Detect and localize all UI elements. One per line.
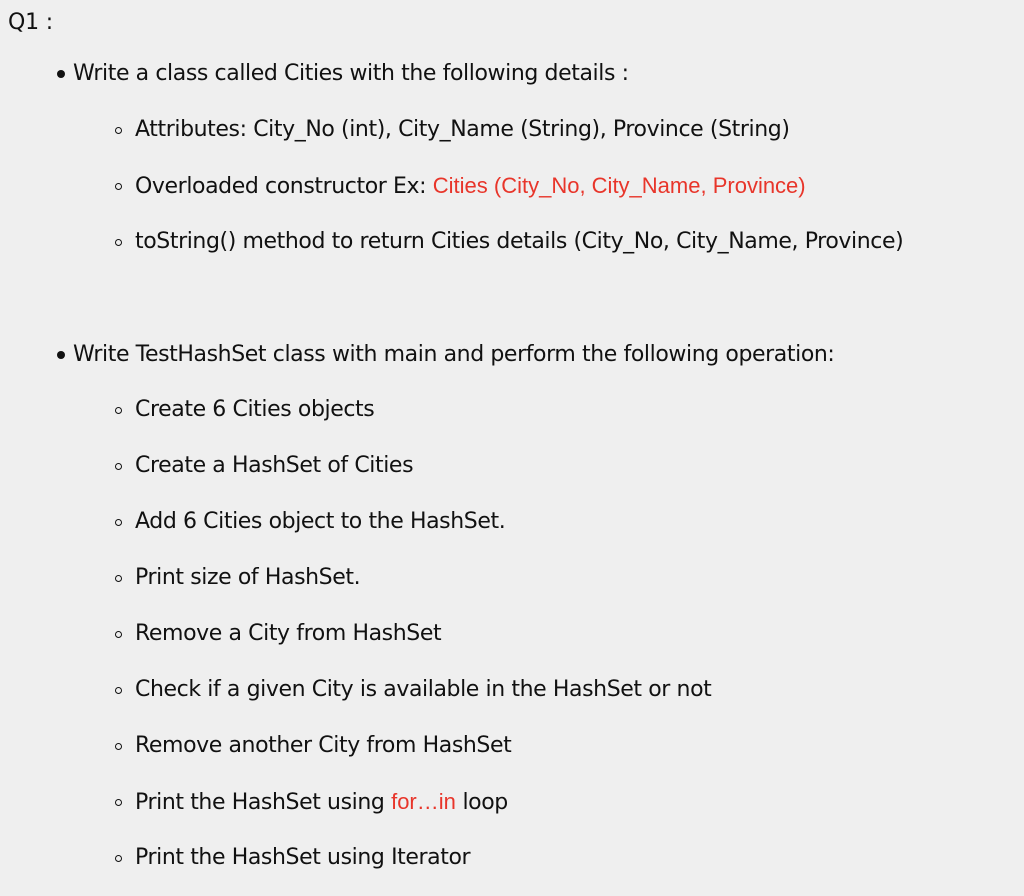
bullet-circle-icon	[115, 575, 122, 582]
bullet-circle-icon	[115, 687, 122, 694]
constructor-label: Overloaded constructor Ex:	[135, 174, 433, 199]
list-item-remove-another: Remove another City from HashSet	[135, 733, 512, 758]
list-item-tostring: toString() method to return Cities details (City_No, City_Name, Province)	[135, 229, 904, 254]
constructor-example: Cities (City_No, City_Name, Province)	[432, 173, 806, 198]
bullet-circle-icon	[115, 463, 122, 470]
bullet-circle-icon	[115, 519, 122, 526]
list-item-print-size: Print size of HashSet.	[135, 565, 361, 590]
list-item-create-objects: Create 6 Cities objects	[135, 397, 375, 422]
list-item-print-forin	[135, 787, 508, 818]
list-item-print-iterator: Print the HashSet using Iterator	[135, 845, 471, 870]
bullet-circle-icon	[115, 799, 122, 806]
list-item-check-city: Check if a given City is available in the HashSet or not	[135, 677, 712, 702]
list-item-constructor	[135, 171, 806, 202]
bullet-circle-icon	[115, 239, 122, 246]
question-label: Q1 :	[8, 10, 53, 35]
list-item-attributes: Attributes: City_No (int), City_Name (String), Province (String)	[135, 117, 790, 142]
bullet-disc-icon	[57, 351, 65, 359]
section-heading: Write a class called Cities with the following details :	[73, 61, 629, 86]
bullet-circle-icon	[115, 855, 122, 862]
list-item-add-objects: Add 6 Cities object to the HashSet.	[135, 509, 506, 534]
forin-keyword: for…in	[391, 789, 456, 814]
print-forin-suffix: loop	[455, 790, 508, 815]
print-forin-prefix: Print the HashSet using	[135, 790, 392, 815]
list-item-remove-city: Remove a City from HashSet	[135, 621, 442, 646]
bullet-circle-icon	[115, 743, 122, 750]
list-item-create-hashset: Create a HashSet of Cities	[135, 453, 414, 478]
bullet-disc-icon	[57, 70, 65, 78]
bullet-circle-icon	[115, 183, 122, 190]
bullet-circle-icon	[115, 407, 122, 414]
bullet-circle-icon	[115, 631, 122, 638]
bullet-circle-icon	[115, 127, 122, 134]
section-heading: Write TestHashSet class with main and perform the following operation:	[73, 342, 835, 367]
